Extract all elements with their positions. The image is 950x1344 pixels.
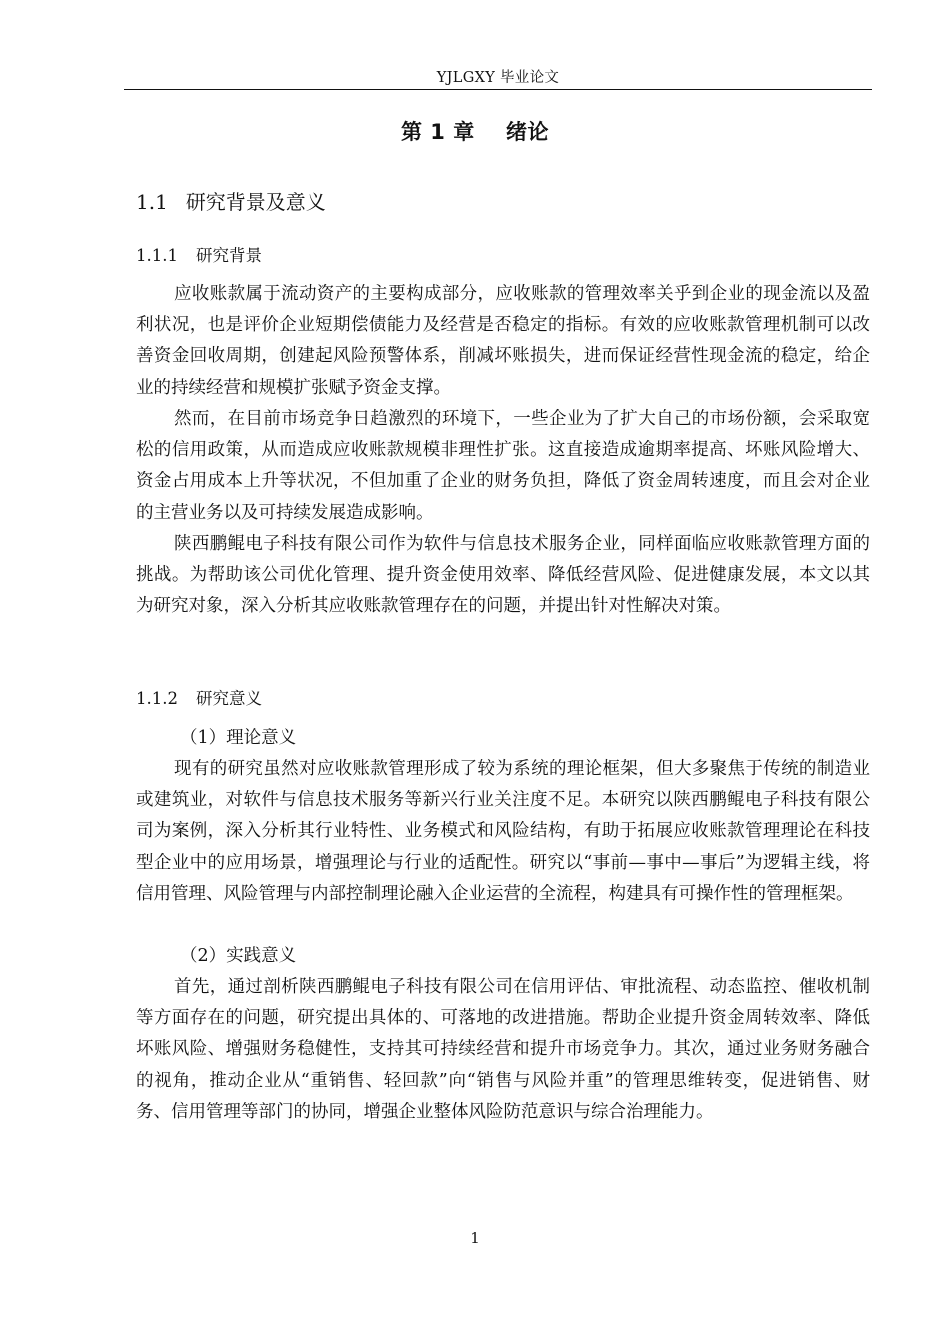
- practice-significance-paragraph: 首先，通过剖析陕西鹏鲲电子科技有限公司在信用评估、审批流程、动态监控、催收机制等方面存在的问题，研究提出具体的、可落地的改进措施。帮助企业提升资金周转效率、降低坏账风险、增强财务稳健性，支持其可持续经营和提升市场竞争力。其次，通过业务财务融合的视角，推动企业从“重销售、轻回款”向“销售与风险并重”的管理思维转变，促进销售、财务、信用管理等部门的协同，增强企业整体风险防范意识与综合治理能力。: [136, 977, 870, 1122]
- subsection-number: 1.1.1: [136, 246, 178, 265]
- subsection-title: 研究背景: [195, 246, 262, 265]
- background-paragraph-2: 然而，在目前市场竞争日趋激烈的环境下，一些企业为了扩大自己的市场份额，会采取宽松的信用政策，从而造成应收账款规模非理性扩张。这直接造成逾期率提高、坏账风险增大、资金占用成本上升等状况，不但加重了企业的财务负担，降低了资金周转速度，而且会对企业的主营业务以及可持续发展造成影响。: [136, 409, 870, 523]
- subsection-number: 1.1.2: [136, 689, 178, 708]
- section-title: 研究背景及意义: [185, 190, 326, 214]
- practice-significance-label: （2）实践意义: [180, 946, 297, 966]
- subsection-heading-significance: [136, 685, 262, 709]
- header-rule: [124, 89, 872, 90]
- subsection-title: 研究意义: [195, 689, 262, 708]
- background-paragraph-3: 陕西鹏鲲电子科技有限公司作为软件与信息技术服务企业，同样面临应收账款管理方面的挑战。为帮助该公司优化管理、提升资金使用效率、降低经营风险、促进健康发展，本文以其为研究对象，深入分析其应收账款管理存在的问题，并提出针对性解决对策。: [136, 534, 870, 617]
- theory-significance-label: （1）理论意义: [180, 728, 297, 748]
- theory-significance-paragraph: 现有的研究虽然对应收账款管理形成了较为系统的理论框架，但大多聚焦于传统的制造业或建筑业，对软件与信息技术服务等新兴行业关注度不足。本研究以陕西鹏鲲电子科技有限公司为案例，深入分析其行业特性、业务模式和风险结构，有助于拓展应收账款管理理论在科技型企业中的应用场景，增强理论与行业的适配性。研究以“事前—事中—事后”为逻辑主线，将信用管理、风险管理与内部控制理论融入企业运营的全流程，构建具有可操作性的管理框架。: [136, 759, 870, 904]
- chapter-title: 第 1 章 绪论: [401, 120, 549, 144]
- page-number: 1: [470, 1229, 480, 1247]
- background-paragraph-1: 应收账款属于流动资产的主要构成部分，应收账款的管理效率关乎到企业的现金流以及盈利状况，也是评价企业短期偿债能力及经营是否稳定的指标。有效的应收账款管理机制可以改善资金回收周期，创建起风险预警体系，削减坏账损失，进而保证经营性现金流的稳定，给企业的持续经营和规模扩张赋予资金支撑。: [136, 284, 870, 398]
- subsection-heading-background: [136, 242, 262, 266]
- running-header: YJLGXY 毕业论文: [436, 70, 560, 86]
- section-number: 1.1: [136, 190, 168, 214]
- section-heading: [136, 186, 326, 215]
